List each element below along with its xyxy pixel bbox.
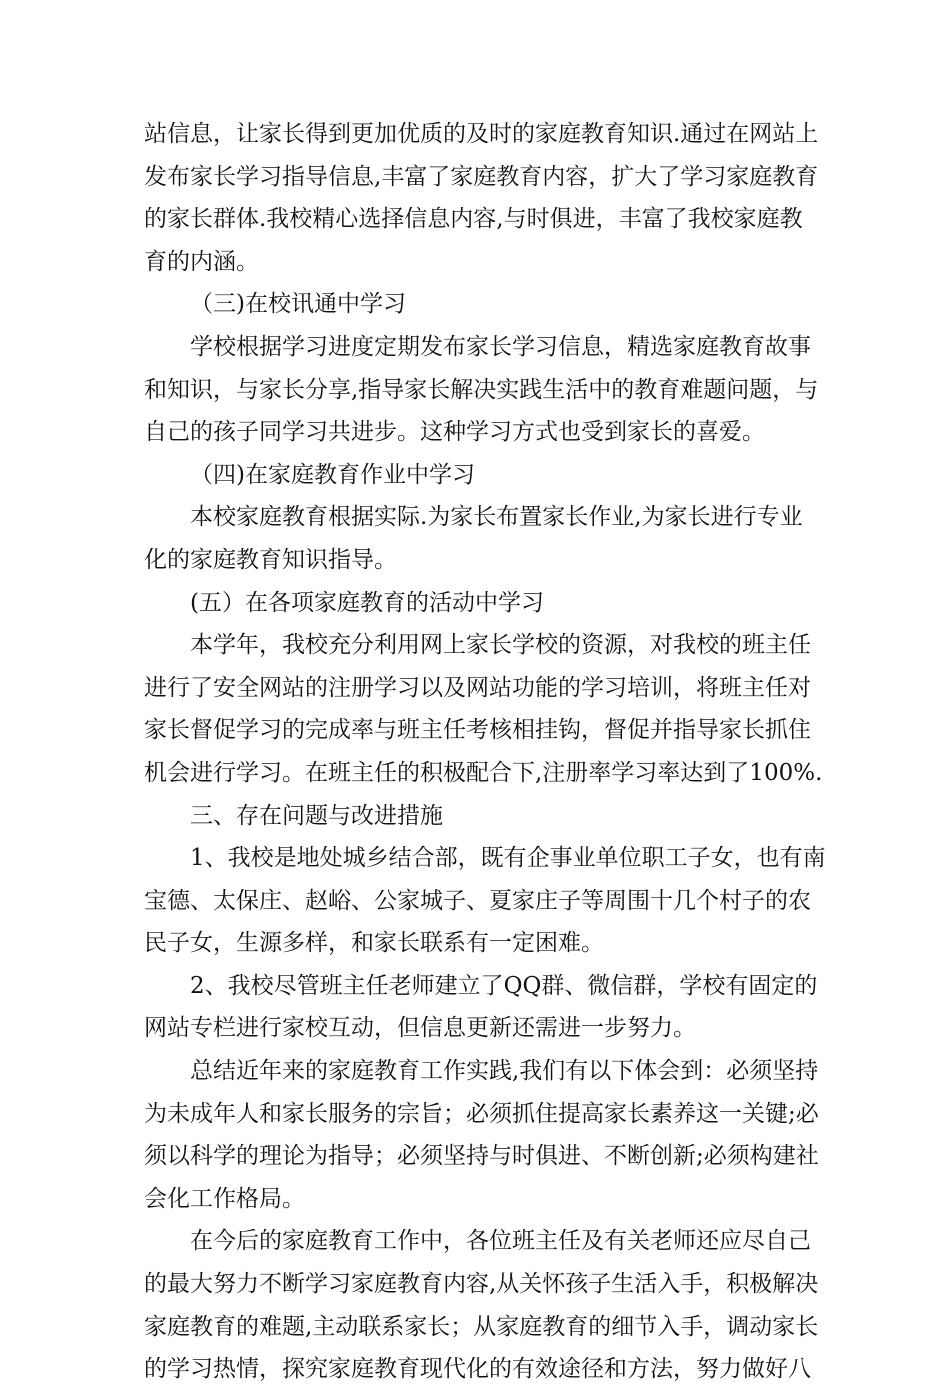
paragraph-line: 在今后的家庭教育工作中，各位班主任及有关老师还应尽自己 <box>190 1228 811 1255</box>
paragraph-line: 会化工作格局。 <box>144 1185 305 1212</box>
section-heading: （四)在家庭教育作业中学习 <box>190 461 475 488</box>
paragraph-line: 自己的孩子同学习共进步。这种学习方式也受到家长的喜爱。 <box>144 419 765 446</box>
paragraph-line: 的学习热情，探究家庭教育现代化的有效途径和方法，努力做好八 <box>144 1356 811 1383</box>
paragraph-line: 家庭教育的难题,主动联系家长；从家庭教育的细节入手，调动家长 <box>144 1313 819 1340</box>
paragraph-line: 和知识，与家长分享,指导家长解决实践生活中的教育难题问题，与 <box>144 376 819 403</box>
section-heading: （三)在校讯通中学习 <box>190 291 406 318</box>
section-heading: 三、存在问题与改进措施 <box>190 802 443 829</box>
document-body <box>144 113 826 1391</box>
paragraph-line: 本校家庭教育根据实际.为家长布置家长作业,为家长进行专业 <box>190 504 803 531</box>
paragraph-line: 2、我校尽管班主任老师建立了QQ群、微信群，学校有固定的 <box>190 972 818 999</box>
paragraph-line: 进行了安全网站的注册学习以及网站功能的学习培训，将班主任对 <box>144 674 811 701</box>
paragraph-line: 站信息，让家长得到更加优质的及时的家庭教育知识.通过在网站上 <box>144 121 819 147</box>
paragraph-line: 的家长群体.我校精心选择信息内容,与时俱进，丰富了我校家庭教 <box>144 206 803 233</box>
paragraph-line: 的最大努力不断学习家庭教育内容,从关怀孩子生活入手，积极解决 <box>144 1271 819 1298</box>
paragraph-line: 宝德、太保庄、赵峪、公家城子、夏家庄子等周围十几个村子的农 <box>144 887 811 914</box>
paragraph-line: 本学年，我校充分利用网上家长学校的资源，对我校的班主任 <box>190 632 811 659</box>
paragraph-line: 民子女，生源多样，和家长联系有一定困难。 <box>144 930 604 957</box>
paragraph-line: 机会进行学习。在班主任的积极配合下,注册率学习率达到了100%. <box>144 759 823 786</box>
paragraph-line: 发布家长学习指导信息,丰富了家庭教育内容，扩大了学习家庭教育 <box>144 163 819 190</box>
paragraph-line: 育的内涵。 <box>144 248 259 275</box>
paragraph-line: 为未成年人和家长服务的宗旨；必须抓住提高家长素养这一关键;必 <box>144 1100 819 1127</box>
paragraph-line: 学校根据学习进度定期发布家长学习信息，精选家庭教育故事 <box>190 333 811 360</box>
paragraph-line: 网站专栏进行家校互动，但信息更新还需进一步努力。 <box>144 1015 696 1042</box>
section-heading: (五）在各项家庭教育的活动中学习 <box>190 589 544 616</box>
paragraph-line: 家长督促学习的完成率与班主任考核相挂钩，督促并指导家长抓住 <box>144 717 811 744</box>
paragraph-line: 总结近年来的家庭教育工作实践,我们有以下体会到：必须坚持 <box>190 1058 819 1085</box>
paragraph-line: 化的家庭教育知识指导。 <box>144 546 397 573</box>
paragraph-line: 须以科学的理论为指导；必须坚持与时俱进、不断创新;必须构建社 <box>144 1143 819 1170</box>
paragraph-line: 1、我校是地处城乡结合部，既有企事业单位职工子女，也有南 <box>190 845 826 872</box>
